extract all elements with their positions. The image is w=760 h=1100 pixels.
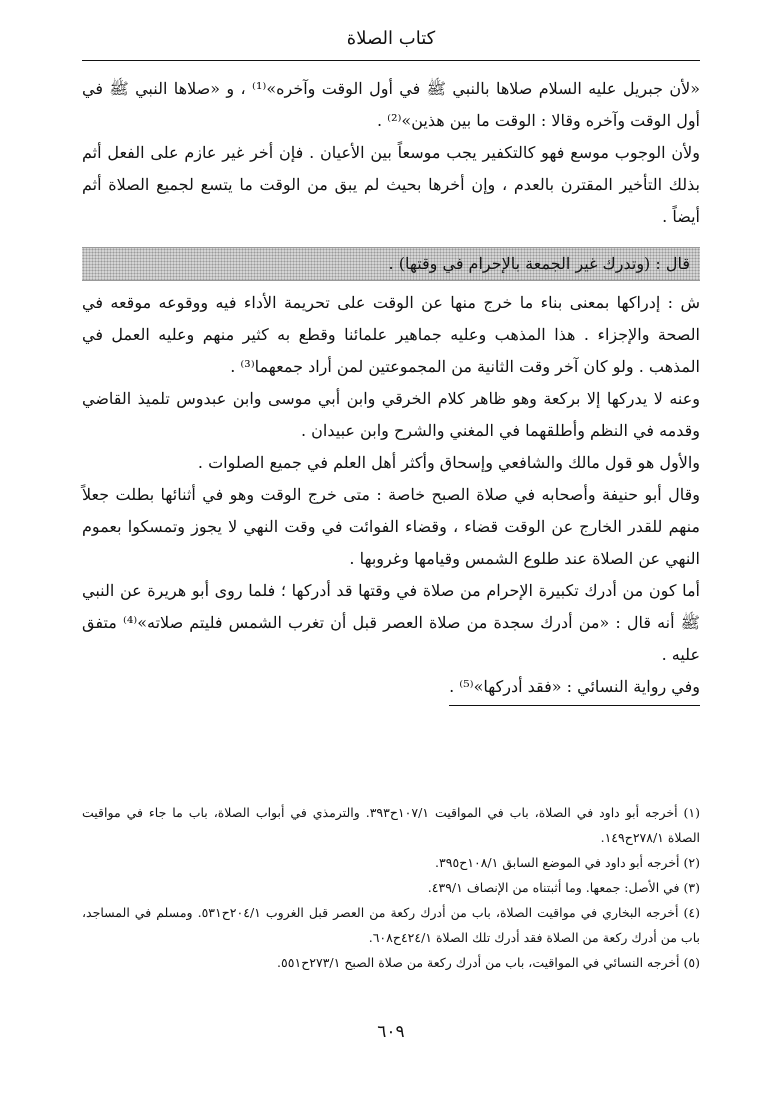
footnote: (٢) أخرجه أبو داود في الموضع السابق ١٠٨/١ح٣٩٥. (435, 855, 700, 870)
running-header: كتاب الصلاة (346, 28, 436, 49)
final-line: وفي رواية النسائي : «فقد أدركها»⁽⁵⁾ . (449, 671, 700, 706)
section-heading: قال : (وتدرك غير الجمعة بالإحرام في وقتها) . (82, 247, 700, 281)
paragraph: ش : إدراكها بمعنى بناء ما خرج منها عن الوقت على تحريمة الأداء فيه ووقوعه موقعه في الصحة والإجزاء . هذا المذهب وعليه جماهير علمائنا وقطع به كثير منهم وعليه العمل في المذهب . ولو كان آخر وقت الثانية من المجموعتين لمن أراد جمعهما⁽³⁾ . (82, 293, 700, 376)
paragraph: والأول هو قول مالك والشافعي وإسحاق وأكثر أهل العلم في جميع الصلوات . (197, 453, 700, 472)
paragraph-last (82, 671, 700, 706)
book-page (82, 0, 700, 1100)
footnotes (82, 800, 700, 975)
footnote: (٤) أخرجه البخاري في مواقيت الصلاة، باب من أدرك ركعة من العصر قبل الغروب ٢٠٤/١ح٥٣١. ومسلم في المساجد، باب من أدرك ركعة من الصلاة فقد أدرك تلك الصلاة ٤٢٤/١ح٦٠٨. (82, 905, 700, 945)
footnote: (١) أخرجه أبو داود في الصلاة، باب في المواقيت ١٠٧/١ح٣٩٣. والترمذي في أبواب الصلاة، باب ما جاء في مواقيت الصلاة ٢٧٨/١ح١٤٩. (82, 805, 700, 845)
footnote: (٥) أخرجه النسائي في المواقيت، باب من أدرك ركعة من صلاة الصبح ٢٧٣/١ح٥٥١. (277, 955, 700, 970)
main-text (82, 73, 700, 706)
paragraph: ولأن الوجوب موسع فهو كالتكفير يجب موسعاً بين الأعيان . فإن أخر غير عازم على الفعل أثم بذلك التأخير المقترن بالعدم ، وإن أخرها بحيث لم يبق من الوقت ما يتسع لجميع الصلاة أثم أيضاً . (82, 143, 700, 226)
paragraph: «لأن جبريل عليه السلام صلاها بالنبي ﷺ في أول الوقت وآخره»⁽¹⁾ ، و «صلاها النبي ﷺ في أول الوقت وآخره وقالا : الوقت ما بين هذين»⁽²⁾ . (82, 79, 700, 130)
paragraph: أما كون من أدرك تكبيرة الإحرام من صلاة في وقتها قد أدركها ؛ فلما روى أبو هريرة عن النبي ﷺ أنه قال : «من أدرك سجدة من صلاة العصر قبل أن تغرب الشمس فليتم صلاته»⁽⁴⁾ متفق عليه . (82, 581, 700, 664)
page-number: ٦٠٩ (377, 1022, 405, 1042)
paragraph: وعنه لا يدركها إلا بركعة وهو ظاهر كلام الخرقي وابن أبي موسى وابن عبدوس تلميذ القاضي وقدمه في النظم وأطلقهما في المغني والشرح وابن عبيدان . (82, 389, 700, 440)
footnote: (٣) في الأصل: جمعها. وما أثبتناه من الإنصاف ٤٣٩/١. (427, 880, 700, 895)
header-rule (82, 60, 700, 61)
paragraph: وقال أبو حنيفة وأصحابه في صلاة الصبح خاصة : متى خرج الوقت وهو في أثنائها بطلت جعلاً منهم للقدر الخارج عن الوقت قضاء ، وقضاء الفوائت في وقت النهي لا يجوز وتمسكوا بعموم النهي عن الصلاة عند طلوع الشمس وقيامها وغروبها . (82, 485, 700, 568)
